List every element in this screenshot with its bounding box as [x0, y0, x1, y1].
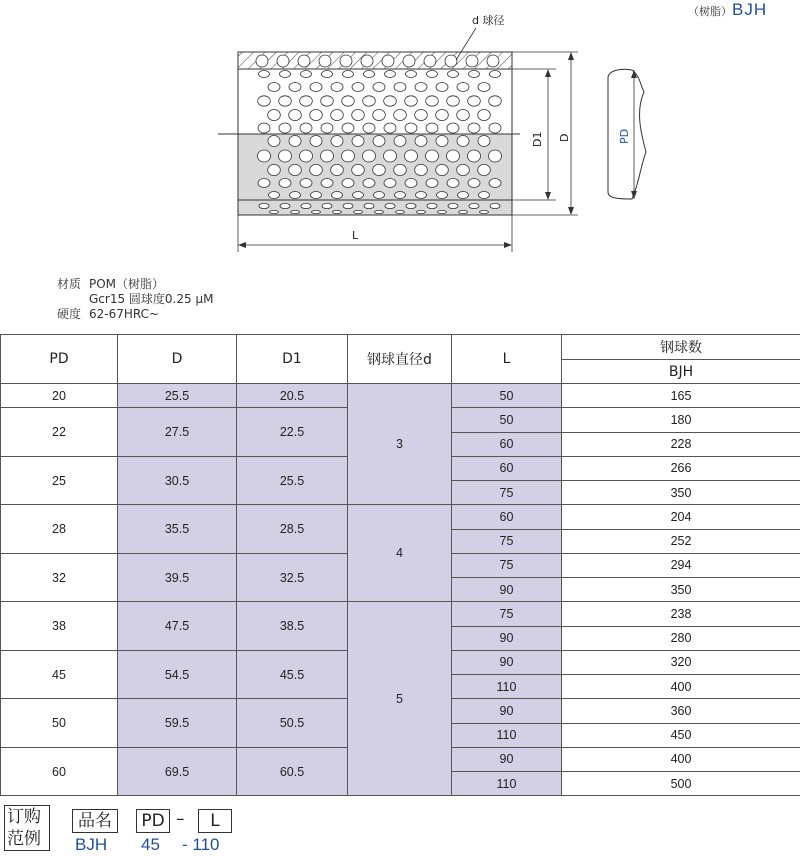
cell-pd: 28	[1, 505, 118, 554]
steel-ball	[289, 164, 302, 175]
order-label-line2: 范例	[7, 829, 41, 849]
cell-d: 25.5	[118, 384, 237, 408]
steel-ball	[436, 164, 449, 175]
cell-pd: 25	[1, 456, 118, 505]
cell-l: 90	[452, 699, 562, 723]
steel-ball	[373, 164, 386, 175]
cell-l: 75	[452, 481, 562, 505]
cell-pd: 45	[1, 650, 118, 699]
material-label: 材质	[57, 277, 82, 291]
cell-ball-count: 400	[562, 675, 800, 699]
cell-d1: 38.5	[237, 602, 348, 651]
cell-pd: 22	[1, 408, 118, 457]
order-example-label	[4, 805, 50, 851]
cell-d1: 20.5	[237, 384, 348, 408]
steel-ball	[340, 55, 352, 67]
cell-l: 110	[452, 772, 562, 796]
steel-ball	[394, 164, 407, 175]
steel-ball	[405, 179, 417, 188]
cell-d: 69.5	[118, 747, 237, 796]
cell-d1: 22.5	[237, 408, 348, 457]
steel-ball	[447, 150, 460, 162]
order-value-l: - 110	[182, 835, 220, 854]
steel-ball	[310, 110, 323, 121]
steel-ball	[468, 179, 480, 188]
steel-ball	[258, 179, 270, 188]
ball-dia-label: d 球径	[472, 14, 505, 27]
type-tag-prefix: （树脂）	[688, 5, 732, 18]
cell-ball-count: 238	[562, 602, 800, 626]
cell-ball-count: 252	[562, 529, 800, 553]
steel-ball	[405, 150, 418, 162]
cell-l: 60	[452, 505, 562, 529]
steel-ball	[478, 136, 490, 147]
cell-l: 75	[452, 553, 562, 577]
steel-ball	[394, 136, 406, 147]
steel-ball	[426, 179, 438, 188]
steel-ball	[375, 210, 384, 213]
steel-ball	[364, 203, 374, 208]
cell-ball-diameter: 3	[348, 384, 452, 505]
steel-ball	[457, 164, 470, 175]
steel-ball	[364, 71, 375, 78]
steel-ball	[268, 136, 280, 147]
bushing-drawing	[0, 0, 800, 270]
material-row	[57, 292, 213, 307]
steel-ball	[331, 83, 343, 92]
steel-ball	[322, 203, 332, 208]
steel-ball	[405, 123, 417, 133]
steel-ball	[343, 203, 353, 208]
steel-ball	[259, 203, 269, 208]
steel-ball	[478, 110, 491, 121]
steel-ball	[466, 55, 478, 67]
steel-ball	[352, 110, 365, 121]
steel-ball	[394, 83, 406, 92]
steel-ball	[300, 123, 312, 133]
cell-ball-count: 350	[562, 578, 800, 602]
spec-table-body	[1, 384, 800, 796]
cell-l: 90	[452, 747, 562, 771]
steel-ball	[289, 110, 302, 121]
steel-ball	[489, 123, 501, 133]
steel-ball	[469, 71, 480, 78]
material-row	[57, 277, 213, 292]
steel-ball	[406, 71, 417, 78]
steel-ball	[384, 123, 396, 133]
steel-ball	[301, 203, 311, 208]
steel-ball	[289, 136, 301, 147]
cell-ball-count: 266	[562, 456, 800, 480]
steel-ball	[457, 110, 470, 121]
steel-ball	[384, 150, 397, 162]
steel-ball	[277, 55, 289, 67]
cell-ball-count: 204	[562, 505, 800, 529]
steel-ball	[331, 136, 343, 147]
steel-ball	[352, 136, 364, 147]
l-box: L	[198, 809, 232, 833]
steel-ball	[352, 164, 365, 175]
order-example	[4, 805, 244, 855]
header-ball-count: 钢球数	[562, 335, 800, 360]
steel-ball	[406, 203, 416, 208]
dim-D-label: D	[558, 133, 571, 142]
steel-ball	[468, 123, 480, 133]
steel-ball	[363, 150, 376, 162]
steel-ball	[363, 96, 376, 106]
cell-ball-count: 400	[562, 747, 800, 771]
steel-ball	[416, 192, 427, 199]
steel-ball	[394, 110, 407, 121]
steel-ball	[373, 136, 385, 147]
cell-ball-diameter: 5	[348, 602, 452, 796]
steel-ball	[415, 136, 427, 147]
steel-ball	[447, 123, 459, 133]
steel-ball	[448, 203, 458, 208]
steel-ball	[385, 71, 396, 78]
cell-pd: 20	[1, 384, 118, 408]
cell-ball-count: 294	[562, 553, 800, 577]
cell-pd: 38	[1, 602, 118, 651]
cell-d: 59.5	[118, 699, 237, 748]
steel-ball	[403, 55, 415, 67]
cell-d: 27.5	[118, 408, 237, 457]
hardness-row	[57, 307, 213, 322]
cell-l: 50	[452, 408, 562, 432]
steel-ball	[311, 192, 322, 199]
material-value: POM（树脂）	[89, 277, 165, 291]
steel-ball	[363, 123, 375, 133]
cell-l: 75	[452, 529, 562, 553]
part-name-box: 品名	[72, 809, 118, 833]
dimension-L	[238, 215, 512, 252]
steel-ball	[321, 123, 333, 133]
steel-ball	[447, 179, 459, 188]
steel-ball	[415, 164, 428, 175]
spec-table	[0, 334, 800, 796]
cell-l: 60	[452, 432, 562, 456]
cell-l: 75	[452, 602, 562, 626]
steel-ball	[298, 55, 310, 67]
cell-d1: 28.5	[237, 505, 348, 554]
steel-ball	[354, 210, 363, 213]
steel-ball	[322, 71, 333, 78]
order-value-pd: 45	[141, 835, 160, 854]
cell-l: 110	[452, 675, 562, 699]
steel-ball	[279, 179, 291, 188]
steel-ball	[321, 150, 334, 162]
steel-ball	[427, 71, 438, 78]
material-value: Gcr15 圆球度0.25 μM	[89, 292, 214, 306]
steel-ball	[331, 110, 344, 121]
cell-pd: 60	[1, 747, 118, 796]
steel-ball	[415, 83, 427, 92]
steel-ball	[258, 123, 270, 133]
shaft-sketch	[608, 69, 646, 199]
steel-ball	[438, 210, 447, 213]
cell-l: 50	[452, 384, 562, 408]
steel-ball	[258, 96, 271, 106]
material-specs	[57, 277, 213, 322]
steel-ball	[405, 96, 418, 106]
steel-ball	[352, 83, 364, 92]
steel-ball	[331, 164, 344, 175]
steel-ball	[361, 55, 373, 67]
steel-ball	[427, 203, 437, 208]
table-row	[1, 505, 800, 529]
steel-ball	[332, 192, 343, 199]
steel-ball	[363, 179, 375, 188]
cell-d: 39.5	[118, 553, 237, 602]
steel-ball	[269, 192, 280, 199]
steel-ball	[310, 136, 322, 147]
steel-ball	[384, 179, 396, 188]
steel-ball	[279, 96, 292, 106]
cell-d1: 60.5	[237, 747, 348, 796]
cell-d1: 32.5	[237, 553, 348, 602]
dimension-D	[512, 52, 578, 215]
cell-l: 90	[452, 578, 562, 602]
steel-ball	[353, 192, 364, 199]
steel-ball	[289, 83, 301, 92]
steel-ball	[343, 71, 354, 78]
steel-ball	[333, 210, 342, 213]
steel-ball	[489, 150, 502, 162]
steel-ball	[479, 192, 490, 199]
steel-ball	[280, 71, 291, 78]
steel-ball	[426, 96, 439, 106]
steel-ball	[437, 192, 448, 199]
dim-PD-label: PD	[618, 128, 631, 144]
header-d1: D1	[237, 335, 348, 384]
steel-ball	[468, 96, 481, 106]
steel-ball	[489, 179, 501, 188]
steel-ball	[342, 123, 354, 133]
steel-ball	[395, 192, 406, 199]
steel-ball	[458, 192, 469, 199]
steel-ball	[457, 136, 469, 147]
steel-ball	[301, 71, 312, 78]
steel-ball	[436, 110, 449, 121]
cell-ball-count: 228	[562, 432, 800, 456]
steel-ball	[468, 150, 481, 162]
steel-ball	[445, 55, 457, 67]
steel-ball	[457, 83, 469, 92]
steel-ball	[374, 192, 385, 199]
cell-pd: 32	[1, 553, 118, 602]
type-tag-code: BJH	[732, 0, 768, 19]
steel-ball	[291, 210, 300, 213]
steel-ball	[300, 96, 313, 106]
header-l: L	[452, 335, 562, 384]
steel-ball	[478, 83, 490, 92]
steel-ball	[490, 203, 500, 208]
order-dash: –	[176, 809, 185, 829]
steel-ball	[290, 192, 301, 199]
steel-ball	[321, 179, 333, 188]
steel-ball	[256, 55, 268, 67]
cell-d1: 50.5	[237, 699, 348, 748]
steel-ball	[268, 83, 280, 92]
steel-ball	[426, 150, 439, 162]
steel-ball	[459, 210, 468, 213]
cell-d: 54.5	[118, 650, 237, 699]
cell-l: 60	[452, 456, 562, 480]
steel-ball	[373, 110, 386, 121]
steel-ball	[300, 150, 313, 162]
cell-ball-count: 280	[562, 626, 800, 650]
material-label	[57, 292, 89, 307]
steel-ball	[424, 55, 436, 67]
cell-l: 90	[452, 626, 562, 650]
steel-ball	[310, 164, 323, 175]
dim-D1-label: D1	[531, 131, 544, 147]
steel-ball	[342, 179, 354, 188]
header-pd: PD	[1, 335, 118, 384]
cell-ball-count: 360	[562, 699, 800, 723]
steel-ball	[426, 123, 438, 133]
cell-ball-count: 165	[562, 384, 800, 408]
steel-ball	[319, 55, 331, 67]
steel-ball	[415, 110, 428, 121]
steel-ball	[342, 96, 355, 106]
steel-ball	[312, 210, 321, 213]
order-label-line1: 订购	[7, 807, 41, 827]
steel-ball	[280, 203, 290, 208]
steel-ball	[478, 164, 491, 175]
steel-ball	[384, 96, 397, 106]
cell-d: 30.5	[118, 456, 237, 505]
cell-ball-count: 320	[562, 650, 800, 674]
steel-ball	[268, 110, 281, 121]
hardness-value: 62-67HRC~	[89, 307, 160, 321]
header-ball-diameter: 钢球直径d	[348, 335, 452, 384]
cell-ball-count: 500	[562, 772, 800, 796]
steel-ball	[436, 83, 448, 92]
cell-d: 35.5	[118, 505, 237, 554]
steel-ball	[373, 83, 385, 92]
header-ball-count-bjh: BJH	[562, 360, 800, 384]
steel-ball	[436, 136, 448, 147]
steel-ball	[480, 210, 489, 213]
cell-l: 90	[452, 650, 562, 674]
steel-ball	[448, 71, 459, 78]
header-d: D	[118, 335, 237, 384]
steel-ball	[487, 55, 499, 67]
steel-ball	[258, 150, 271, 162]
dim-L-label: L	[352, 229, 359, 242]
cell-ball-diameter: 4	[348, 505, 452, 602]
steel-ball	[469, 203, 479, 208]
cell-l: 110	[452, 723, 562, 747]
steel-ball	[396, 210, 405, 213]
steel-ball	[321, 96, 334, 106]
table-row	[1, 602, 800, 626]
steel-ball	[490, 71, 501, 78]
steel-ball	[342, 150, 355, 162]
steel-ball	[310, 83, 322, 92]
cell-d1: 25.5	[237, 456, 348, 505]
steel-ball	[447, 96, 460, 106]
steel-ball	[382, 55, 394, 67]
cell-ball-count: 180	[562, 408, 800, 432]
hardness-label: 硬度	[57, 307, 82, 321]
order-value-code: BJH	[75, 835, 108, 854]
steel-ball	[489, 96, 502, 106]
steel-ball	[417, 210, 426, 213]
cell-pd: 50	[1, 699, 118, 748]
table-row	[1, 384, 800, 408]
steel-ball	[279, 123, 291, 133]
steel-ball	[270, 210, 279, 213]
pd-box: PD	[136, 809, 170, 833]
steel-ball	[300, 179, 312, 188]
steel-ball	[268, 164, 281, 175]
cell-d: 47.5	[118, 602, 237, 651]
steel-ball	[259, 71, 270, 78]
cell-ball-count: 350	[562, 481, 800, 505]
steel-ball	[279, 150, 292, 162]
steel-ball	[385, 203, 395, 208]
cell-d1: 45.5	[237, 650, 348, 699]
cell-ball-count: 450	[562, 723, 800, 747]
